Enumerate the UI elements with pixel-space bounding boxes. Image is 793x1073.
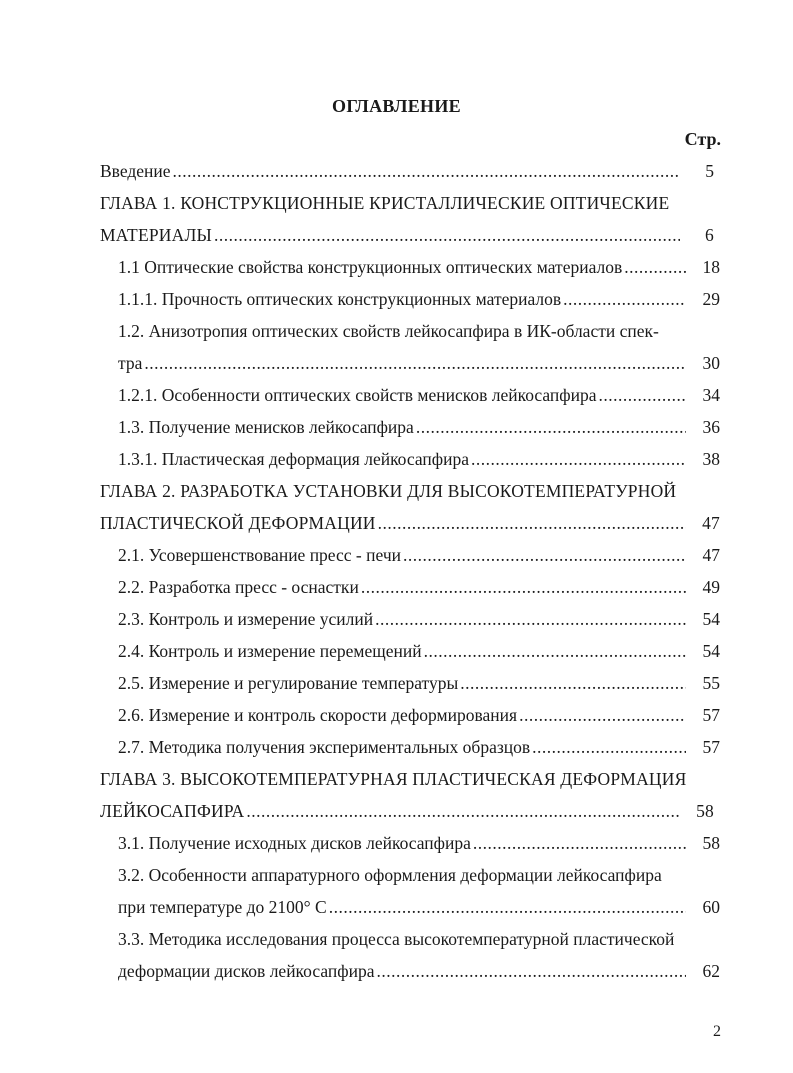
toc-entry-page: 29 [702, 289, 720, 309]
toc-section-2-1 [118, 541, 720, 569]
toc-leader-dots [173, 157, 680, 185]
toc-leader-dots [376, 957, 686, 985]
toc-entry-text: ГЛАВА 2. РАЗРАБОТКА УСТАНОВКИ ДЛЯ ВЫСОКОТЕМПЕРАТУРНОЙ [100, 481, 677, 501]
toc-leader-dots [375, 605, 686, 633]
toc-entry-page: 5 [705, 161, 714, 181]
toc-entry-page: 60 [702, 897, 720, 917]
toc-entry-text: ГЛАВА 1. КОНСТРУКЦИОННЫЕ КРИСТАЛЛИЧЕСКИЕ ОПТИЧЕСКИЕ [100, 193, 670, 213]
toc-entry-page: 57 [702, 737, 720, 757]
toc-leader-dots [424, 637, 686, 665]
toc-entry-text: МАТЕРИАЛЫ [100, 225, 212, 245]
toc-leader-dots [361, 573, 686, 601]
toc-section-1-3 [118, 413, 720, 441]
toc-entry-page: 54 [702, 609, 720, 629]
toc-entry-text: 2.7. Методика получения экспериментальных образцов [118, 737, 531, 757]
toc-leader-dots [563, 285, 686, 313]
toc-entry-page: 38 [702, 449, 720, 469]
toc-entry-text: 1.2. Анизотропия оптических свойств лейкосапфира в ИК-области спек- [118, 321, 659, 341]
toc-entry-text: 2.1. Усовершенствование пресс - печи [118, 545, 401, 565]
toc-entry-page: 54 [702, 641, 720, 661]
toc-section-2-2 [118, 573, 720, 601]
toc-entry-text: 1.3. Получение менисков лейкосапфира [118, 417, 414, 437]
toc-entry-page: 18 [702, 257, 720, 277]
toc-entry-text: Введение [100, 161, 171, 181]
toc-entry-page: 47 [702, 513, 720, 533]
toc-leader-dots [329, 893, 686, 921]
toc-entry-text: ЛЕЙКОСАПФИРА [100, 801, 245, 821]
toc-entry-text: 1.1 Оптические свойства конструкционных оптических материалов [118, 257, 623, 277]
toc-section-1-2 [118, 317, 720, 345]
toc-section-2-5 [118, 669, 720, 697]
toc-leader-dots [473, 829, 686, 857]
toc-entry-text: 1.2.1. Особенности оптических свойств менисков лейкосапфира [118, 385, 597, 405]
toc-entry-text: при температуре до 2100° С [118, 897, 327, 917]
toc-section-2-3 [118, 605, 720, 633]
toc-entry-page: 57 [702, 705, 720, 725]
toc-section-3-3-cont [118, 957, 720, 985]
toc-entry-text: ПЛАСТИЧЕСКОЙ ДЕФОРМАЦИИ [100, 513, 376, 533]
page-number: 2 [713, 1023, 721, 1040]
toc-leader-dots [144, 349, 686, 377]
toc-entry-page: 49 [702, 577, 720, 597]
toc-section-1-2-cont [118, 349, 720, 377]
toc-chapter-1-heading [100, 189, 714, 217]
toc-leader-dots [403, 541, 686, 569]
toc-entry-text: ГЛАВА 3. ВЫСОКОТЕМПЕРАТУРНАЯ ПЛАСТИЧЕСКАЯ ДЕФОРМАЦИЯ [100, 769, 687, 789]
toc-entry-text: 2.6. Измерение и контроль скорости деформирования [118, 705, 518, 725]
toc-chapter-2-heading [100, 477, 720, 505]
toc-leader-dots [246, 797, 680, 825]
toc-entry-page: 62 [702, 961, 720, 981]
toc-entry-text: 3.1. Получение исходных дисков лейкосапфира [118, 833, 471, 853]
toc-section-2-6 [118, 701, 720, 729]
toc-section-1-3-1 [118, 445, 720, 473]
toc-entry-text: 3.2. Особенности аппаратурного оформления деформации лейкосапфира [118, 865, 662, 885]
toc-section-3-2 [118, 861, 720, 889]
toc-leader-dots [460, 669, 686, 697]
toc-entry-text: деформации дисков лейкосапфира [118, 961, 375, 981]
toc-leader-dots [378, 509, 686, 537]
toc-chapter-3-heading-cont [100, 797, 714, 825]
toc-entry-page: 58 [702, 833, 720, 853]
toc-leader-dots [416, 413, 686, 441]
toc-entry-text: 3.3. Методика исследования процесса высокотемпературной пластической [118, 929, 675, 949]
toc-entry-text: 2.3. Контроль и измерение усилий [118, 609, 374, 629]
toc-section-2-7 [118, 733, 720, 761]
toc-section-3-3 [118, 925, 722, 953]
toc-section-3-2-cont [118, 893, 720, 921]
toc-section-3-1 [118, 829, 720, 857]
toc-section-2-4 [118, 637, 720, 665]
toc-entry-text: 2.4. Контроль и измерение перемещений [118, 641, 422, 661]
toc-entry-page: 55 [702, 673, 720, 693]
toc-entry-page: 47 [702, 545, 720, 565]
toc-leader-dots [519, 701, 686, 729]
toc-section-1-1-1 [118, 285, 720, 313]
toc-entry-page: 6 [705, 225, 714, 245]
toc-entry-page: 30 [702, 353, 720, 373]
page-column-label: Стр. [684, 129, 721, 149]
toc-chapter-2-heading-cont [100, 509, 720, 537]
toc-leader-dots [532, 733, 686, 761]
toc-entry-introduction [100, 157, 714, 185]
toc-leader-dots [214, 221, 680, 249]
toc-entry-text: 1.3.1. Пластическая деформация лейкосапфира [118, 449, 469, 469]
toc-section-1-1 [118, 253, 720, 281]
toc-entry-text: 2.5. Измерение и регулирование температуры [118, 673, 459, 693]
toc-leader-dots [471, 445, 686, 473]
toc-entry-page: 58 [696, 801, 714, 821]
toc-chapter-3-heading [100, 765, 720, 793]
toc-section-1-2-1 [118, 381, 720, 409]
toc-chapter-1-heading-cont [100, 221, 714, 249]
toc-entry-page: 36 [702, 417, 720, 437]
toc-title: ОГЛАВЛЕНИЕ [332, 96, 461, 116]
toc-leader-dots [624, 253, 686, 281]
toc-entry-page: 34 [702, 385, 720, 405]
toc-entry-text: 1.1.1. Прочность оптических конструкционных материалов [118, 289, 562, 309]
toc-entry-text: 2.2. Разработка пресс - оснастки [118, 577, 359, 597]
toc-leader-dots [599, 381, 687, 409]
toc-entry-text: тра [118, 353, 143, 373]
